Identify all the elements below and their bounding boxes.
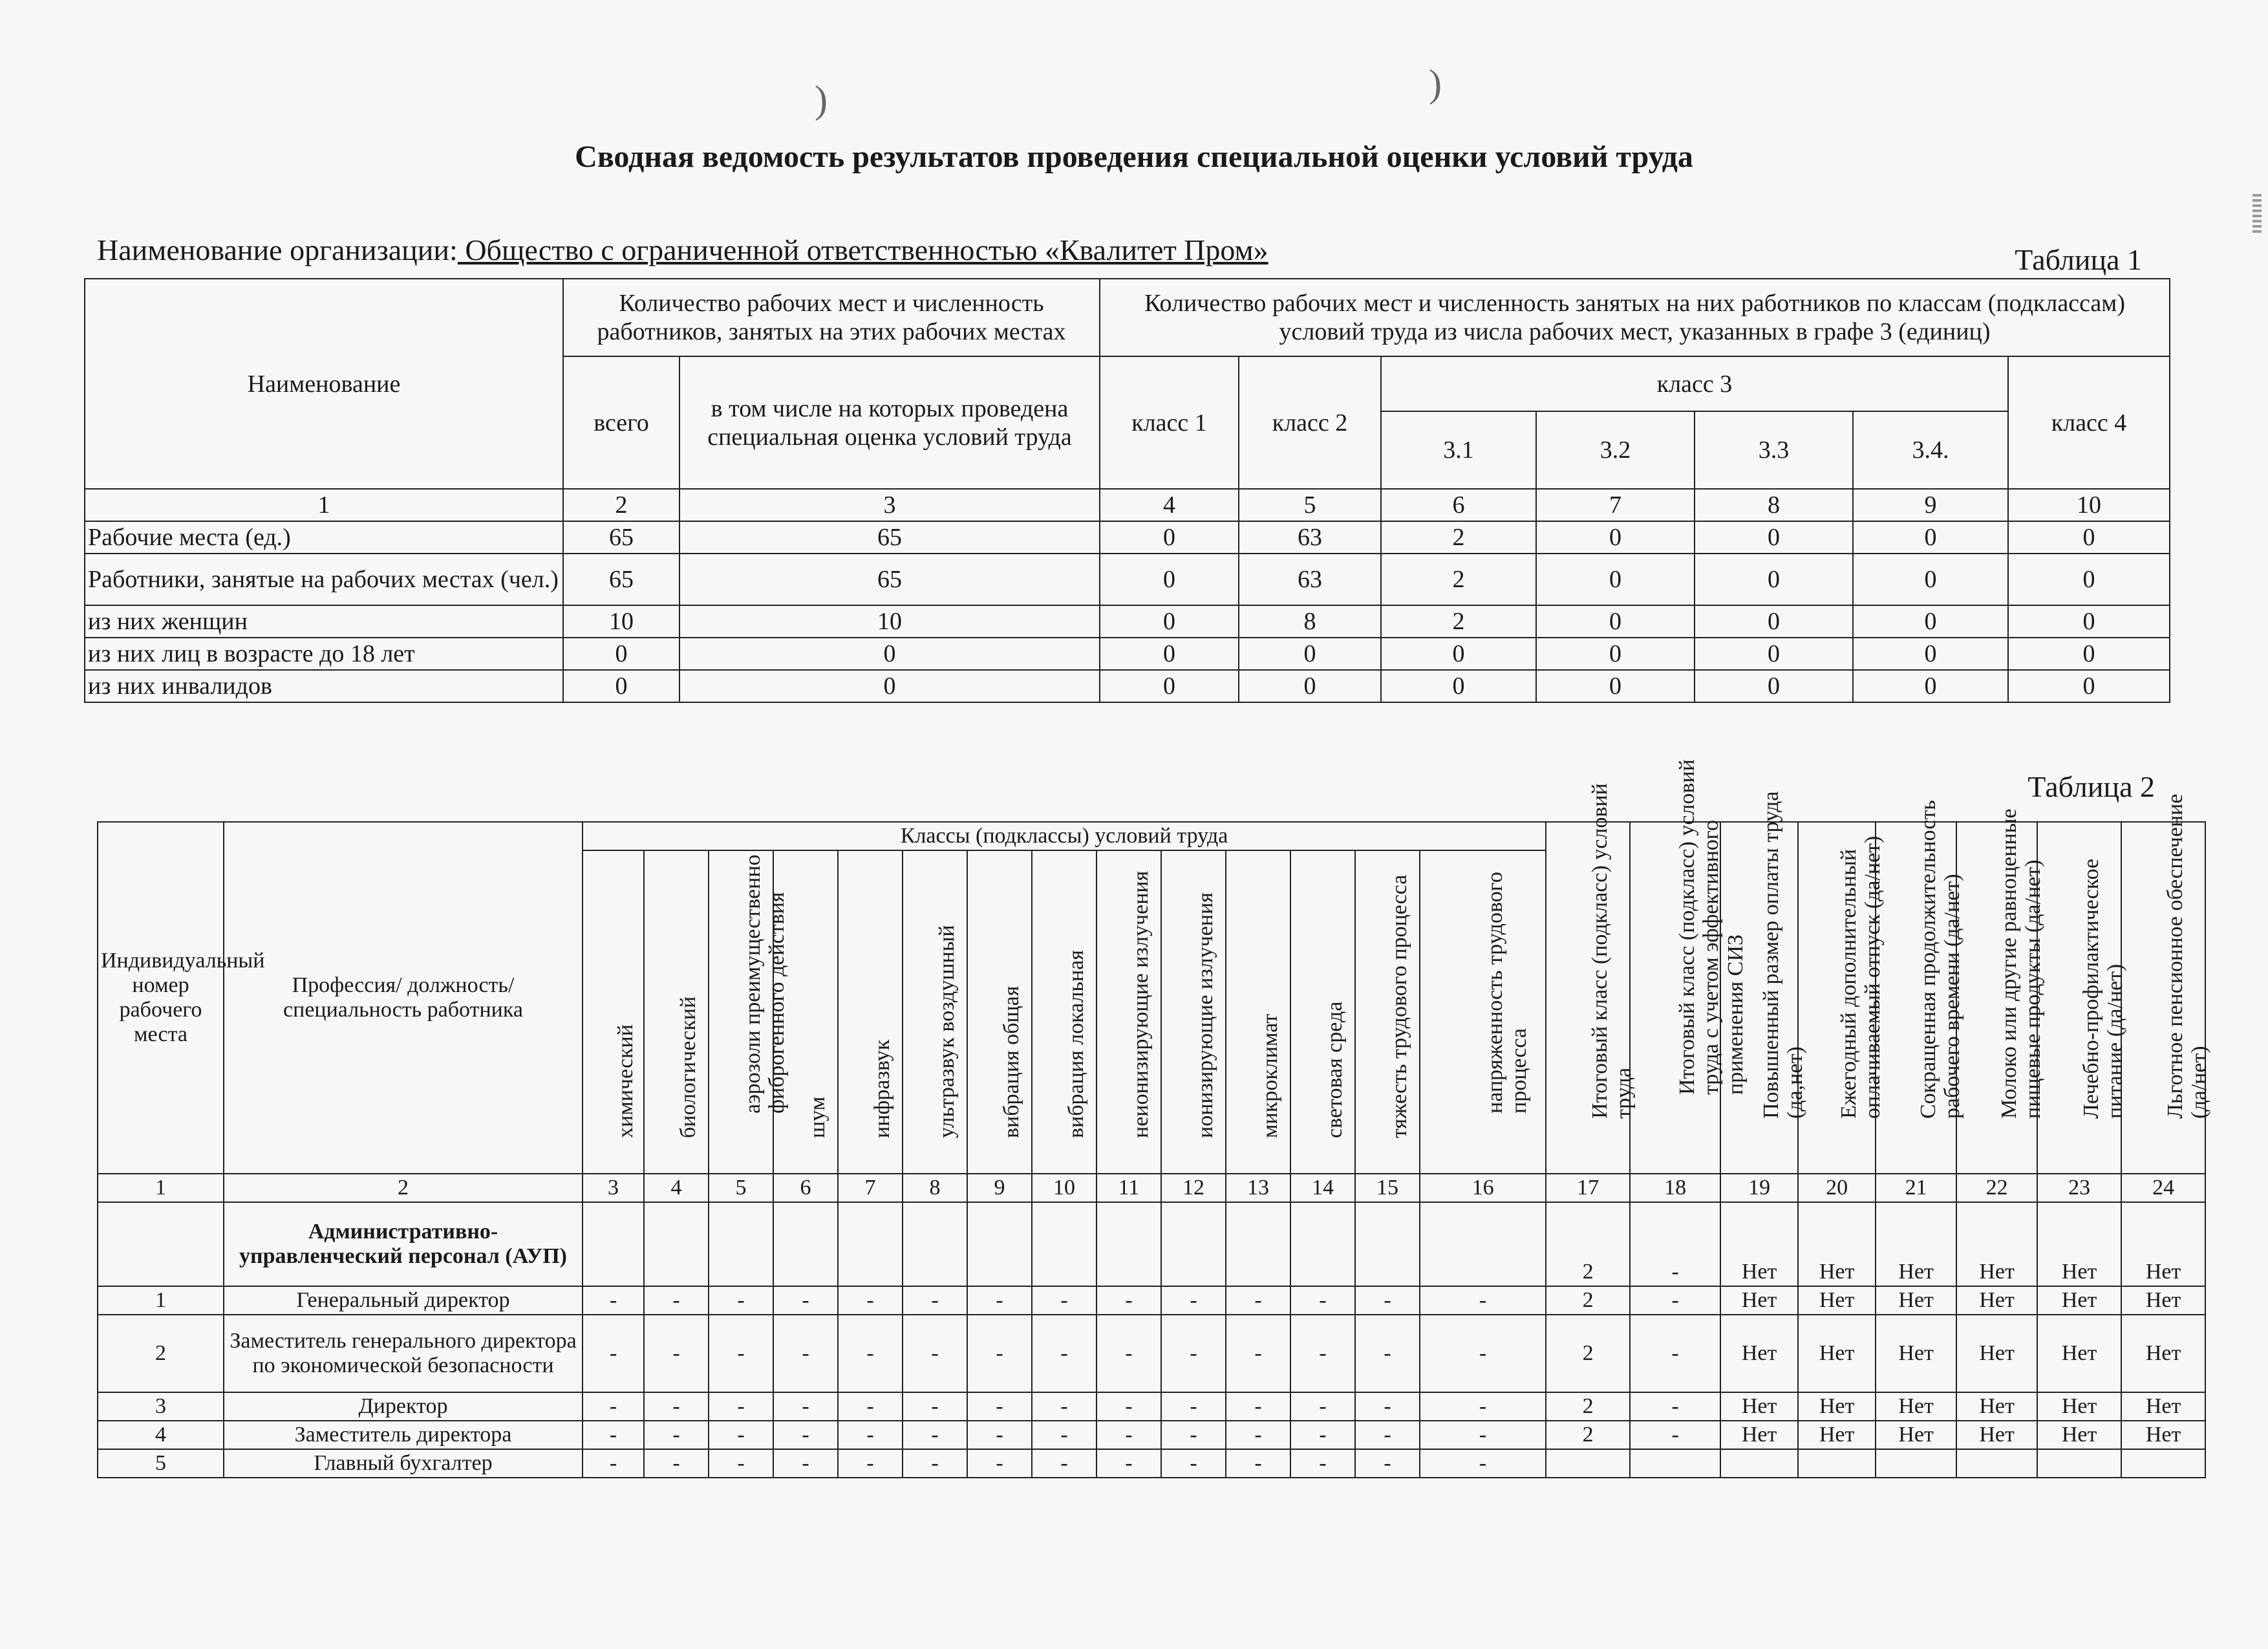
t2-header-extra-4: Ежегодный дополнительный оплачиваемый отпуск (да/нет) [1798, 822, 1876, 1174]
t1-cell: 0 [1853, 605, 2008, 638]
t2-cell [773, 1202, 838, 1286]
t2-cell: - [1161, 1392, 1226, 1421]
t1-header-class2: класс 2 [1239, 356, 1381, 489]
t2-header-profession: Профессия/ должность/ специальность работника [224, 822, 583, 1174]
t2-row [98, 1449, 2205, 1478]
t1-header-classes: Количество рабочих мест и численность занятых на них работников по классам (подклассам) условий труда из числа рабочих мест, указанных в графе 3 (единиц) [1100, 279, 2170, 356]
t2-cell: - [709, 1449, 773, 1478]
t2-cell: Нет [1798, 1202, 1876, 1286]
t2-row [98, 1286, 2205, 1315]
t1-cell: 0 [1853, 521, 2008, 554]
t2-cell [1032, 1202, 1097, 1286]
t2-header-factor-11: микроклимат [1226, 850, 1290, 1174]
t2-cell [1956, 1449, 2037, 1478]
t2-cell: 2 [1546, 1421, 1630, 1449]
t2-cell [2037, 1449, 2121, 1478]
t2-cell: - [903, 1449, 967, 1478]
t2-header-factor-13: тяжесть трудового процесса [1355, 850, 1420, 1174]
t1-header-count: Количество рабочих мест и численность работников, занятых на этих рабочих местах [563, 279, 1100, 356]
t2-cell: - [967, 1315, 1032, 1392]
t2-cell: - [1290, 1315, 1355, 1392]
t2-cell: - [1630, 1392, 1720, 1421]
t2-cell: - [967, 1449, 1032, 1478]
t2-cell [1226, 1202, 1290, 1286]
t1-cell: 2 [1381, 521, 1536, 554]
t1-cell: 0 [1853, 638, 2008, 670]
t1-cell: 65 [563, 521, 679, 554]
t2-header-factor-14: напряженность трудового процесса [1420, 850, 1546, 1174]
t1-row-name: из них лиц в возрасте до 18 лет [85, 638, 563, 670]
t2-cell: - [838, 1286, 903, 1315]
t2-cell: Нет [1720, 1202, 1798, 1286]
t1-row [85, 554, 2170, 605]
t2-header-extra-7: Лечебно-профилактическое питание (да/нет) [2037, 822, 2121, 1174]
t1-cell: 0 [1695, 554, 1853, 605]
t1-cell: 0 [2008, 638, 2170, 670]
t1-num: 6 [1381, 489, 1536, 521]
t2-row [98, 1421, 2205, 1449]
t2-cell: Нет [2037, 1392, 2121, 1421]
t2-row-id: 3 [98, 1392, 224, 1421]
t2-cell: Нет [2121, 1421, 2205, 1449]
t2-cell: Нет [1956, 1421, 2037, 1449]
t2-row-id: 4 [98, 1421, 224, 1449]
t1-cell: 0 [1239, 638, 1381, 670]
t2-cell: Нет [1876, 1286, 1956, 1315]
t2-cell: Нет [1798, 1421, 1876, 1449]
t2-cell: - [773, 1315, 838, 1392]
t2-header-factor-8: вибрация локальная [1032, 850, 1097, 1174]
t2-num: 24 [2121, 1174, 2205, 1202]
t1-cell: 0 [2008, 670, 2170, 702]
t2-header-extra-3: Повышенный размер оплаты труда (да,нет) [1720, 822, 1798, 1174]
t2-cell: Нет [1876, 1315, 1956, 1392]
t2-cell: - [773, 1449, 838, 1478]
t1-header-class1: класс 1 [1100, 356, 1239, 489]
t2-cell: - [644, 1392, 709, 1421]
t1-cell: 8 [1239, 605, 1381, 638]
t2-num: 20 [1798, 1174, 1876, 1202]
t2-cell: Нет [2037, 1202, 2121, 1286]
t2-cell: - [1290, 1392, 1355, 1421]
t1-cell: 0 [1695, 670, 1853, 702]
t2-cell: - [644, 1286, 709, 1315]
t2-cell: Нет [1720, 1286, 1798, 1315]
t1-cell: 0 [1381, 670, 1536, 702]
t1-header-class4: класс 4 [2008, 356, 2170, 489]
t2-cell: - [1355, 1421, 1420, 1449]
t2-cell: - [1161, 1421, 1226, 1449]
t2-cell: - [838, 1449, 903, 1478]
t1-header-class34: 3.4. [1853, 411, 2008, 489]
t2-header-factor-6: ультразвук воздушный [903, 850, 967, 1174]
t2-cell: Нет [1956, 1392, 2037, 1421]
t2-num: 3 [583, 1174, 644, 1202]
t2-row-name: Генеральный директор [224, 1286, 583, 1315]
t2-cell: Нет [1720, 1392, 1798, 1421]
t2-num: 21 [1876, 1174, 1956, 1202]
t2-cell: - [1420, 1315, 1546, 1392]
t2-header-extra-2: Итоговый класс (подкласс) условий труда с учетом эффективного применения СИЗ [1630, 822, 1720, 1174]
t2-row-name: Директор [224, 1392, 583, 1421]
t1-header-sout: в том числе на которых проведена специальная оценка условий труда [679, 356, 1100, 489]
t2-header-extra-1: Итоговый класс (подкласс) условий труда [1546, 822, 1630, 1174]
t2-cell: - [1290, 1421, 1355, 1449]
t2-cell: - [1226, 1421, 1290, 1449]
t2-num: 23 [2037, 1174, 2121, 1202]
t2-cell [1720, 1449, 1798, 1478]
t2-header-factor-1: химический [583, 850, 644, 1174]
t2-cell: - [1355, 1449, 1420, 1478]
t1-header-class3: класс 3 [1381, 356, 2008, 411]
t2-cell: 2 [1546, 1392, 1630, 1421]
t1-cell: 0 [1853, 670, 2008, 702]
t2-cell: 2 [1546, 1202, 1630, 1286]
t2-cell: - [1630, 1202, 1720, 1286]
t2-cell: - [583, 1449, 644, 1478]
t2-header-extra-5: Сокращенная продолжительность рабочего времени (да/нет) [1876, 822, 1956, 1174]
t1-cell: 0 [1100, 605, 1239, 638]
t2-row [98, 1392, 2205, 1421]
t2-cell: Нет [1720, 1421, 1798, 1449]
t2-row-id: 5 [98, 1449, 224, 1478]
t2-num: 2 [224, 1174, 583, 1202]
t2-num: 7 [838, 1174, 903, 1202]
t1-row-name: из них инвалидов [85, 670, 563, 702]
t2-cell: Нет [1876, 1421, 1956, 1449]
t2-cell: Нет [2121, 1286, 2205, 1315]
t2-cell: - [903, 1286, 967, 1315]
t2-cell: Нет [2037, 1421, 2121, 1449]
t1-cell: 0 [2008, 521, 2170, 554]
t1-num: 3 [679, 489, 1100, 521]
t2-cell: - [1097, 1286, 1161, 1315]
t1-header-name: Наименование [85, 279, 563, 489]
t1-cell: 0 [1100, 670, 1239, 702]
t1-row [85, 638, 2170, 670]
t2-cell: Нет [1798, 1315, 1876, 1392]
t1-cell: 65 [563, 554, 679, 605]
t1-cell: 0 [1536, 554, 1695, 605]
t2-cell: - [1161, 1449, 1226, 1478]
t2-cell [1097, 1202, 1161, 1286]
t1-row [85, 670, 2170, 702]
t2-cell: - [1290, 1286, 1355, 1315]
t2-cell: - [838, 1421, 903, 1449]
t2-num: 22 [1956, 1174, 2037, 1202]
t2-cell: - [967, 1392, 1032, 1421]
t2-cell: - [583, 1392, 644, 1421]
t1-cell: 0 [2008, 605, 2170, 638]
t1-header-class32: 3.2 [1536, 411, 1695, 489]
t1-row-name: Рабочие места (ед.) [85, 521, 563, 554]
t2-header-factor-9: неионизирующие излучения [1097, 850, 1161, 1174]
t1-row [85, 605, 2170, 638]
table1-label: Таблица 1 [2015, 243, 2142, 276]
t1-cell: 0 [679, 638, 1100, 670]
t2-cell [709, 1202, 773, 1286]
t2-cell: Нет [1798, 1286, 1876, 1315]
t2-num: 4 [644, 1174, 709, 1202]
t2-cell: - [1032, 1315, 1097, 1392]
t1-cell: 0 [679, 670, 1100, 702]
t2-cell: - [1097, 1449, 1161, 1478]
t2-row-name: Заместитель генерального директора по экономической безопасности [224, 1315, 583, 1392]
t1-cell: 0 [1100, 554, 1239, 605]
t1-num: 1 [85, 489, 563, 521]
t2-cell: Нет [2121, 1392, 2205, 1421]
t2-cell: - [644, 1421, 709, 1449]
t1-num: 8 [1695, 489, 1853, 521]
t1-cell: 63 [1239, 554, 1381, 605]
t2-cell: Нет [2037, 1286, 2121, 1315]
t2-cell: - [583, 1421, 644, 1449]
t1-row-name: из них женщин [85, 605, 563, 638]
t2-header-factor-2: биологический [644, 850, 709, 1174]
t2-cell: - [773, 1421, 838, 1449]
organization-label: Наименование организации: [97, 233, 458, 266]
t2-num: 11 [1097, 1174, 1161, 1202]
scan-edge-strip [2252, 194, 2262, 233]
t2-num: 19 [1720, 1174, 1798, 1202]
t2-header-factor-10: ионизирующие излучения [1161, 850, 1226, 1174]
t1-num: 4 [1100, 489, 1239, 521]
t2-row-id: 2 [98, 1315, 224, 1392]
t2-cell: - [1032, 1286, 1097, 1315]
t1-cell: 65 [679, 521, 1100, 554]
t2-num: 9 [967, 1174, 1032, 1202]
t2-num: 1 [98, 1174, 224, 1202]
t1-cell: 0 [1536, 638, 1695, 670]
t1-cell: 10 [563, 605, 679, 638]
t1-cell: 0 [1853, 554, 2008, 605]
t2-cell [644, 1202, 709, 1286]
t2-cell: Нет [2121, 1315, 2205, 1392]
t1-num: 10 [2008, 489, 2170, 521]
t2-cell: - [1226, 1392, 1290, 1421]
t2-cell: - [838, 1392, 903, 1421]
t2-cell: Нет [1876, 1202, 1956, 1286]
t2-cell: - [967, 1286, 1032, 1315]
t2-cell: - [1355, 1315, 1420, 1392]
t2-cell: - [773, 1286, 838, 1315]
t2-cell: - [903, 1421, 967, 1449]
t2-cell: Нет [1720, 1315, 1798, 1392]
organization-line [97, 233, 1268, 267]
t2-cell: - [1630, 1421, 1720, 1449]
t2-cell: - [1161, 1286, 1226, 1315]
t2-num: 5 [709, 1174, 773, 1202]
t2-cell: - [583, 1286, 644, 1315]
t2-row-name: Заместитель директора [224, 1421, 583, 1449]
t1-row [85, 521, 2170, 554]
organization-name: Общество с ограниченной ответственностью «Квалитет Пром» [457, 233, 1268, 266]
t2-cell [2121, 1449, 2205, 1478]
t2-cell: - [1226, 1449, 1290, 1478]
t2-header-factor-12: световая среда [1290, 850, 1355, 1174]
t2-num: 16 [1420, 1174, 1546, 1202]
t1-cell: 63 [1239, 521, 1381, 554]
t2-cell: Нет [1876, 1392, 1956, 1421]
t1-cell: 0 [1695, 521, 1853, 554]
t2-num: 14 [1290, 1174, 1355, 1202]
t2-header-classes: Классы (подклассы) условий труда [583, 822, 1546, 850]
t2-cell: - [1032, 1449, 1097, 1478]
t2-cell: - [1420, 1392, 1546, 1421]
document-title: Сводная ведомость результатов проведения специальной оценки условий труда [575, 140, 1693, 174]
t2-header-factor-5: инфразвук [838, 850, 903, 1174]
t2-cell: - [1630, 1286, 1720, 1315]
t2-cell [1290, 1202, 1355, 1286]
t1-cell: 0 [563, 670, 679, 702]
t2-cell: - [644, 1449, 709, 1478]
t2-cell: - [1097, 1315, 1161, 1392]
t1-num: 9 [1853, 489, 2008, 521]
t2-cell [838, 1202, 903, 1286]
t2-cell: - [1355, 1286, 1420, 1315]
t2-num: 17 [1546, 1174, 1630, 1202]
t2-cell: - [709, 1392, 773, 1421]
t2-cell: - [583, 1315, 644, 1392]
t2-cell [1420, 1202, 1546, 1286]
t2-cell: Нет [1956, 1286, 2037, 1315]
t2-header-extra-6: Молоко или другие равноценные пищевые продукты (да/нет) [1956, 822, 2037, 1174]
t2-cell: 2 [1546, 1315, 1630, 1392]
t1-cell: 0 [2008, 554, 2170, 605]
t1-cell: 2 [1381, 554, 1536, 605]
t2-cell: - [1226, 1286, 1290, 1315]
t2-cell [1546, 1449, 1630, 1478]
t1-num: 5 [1239, 489, 1381, 521]
t2-cell: - [967, 1421, 1032, 1449]
t1-column-numbers [85, 489, 2170, 521]
t2-header-factor-7: вибрация общая [967, 850, 1032, 1174]
t2-cell: - [1355, 1392, 1420, 1421]
t2-cell: - [1420, 1421, 1546, 1449]
t1-cell: 0 [1536, 521, 1695, 554]
t1-cell: 0 [1695, 605, 1853, 638]
t2-cell: - [1097, 1421, 1161, 1449]
table2-label: Таблица 2 [2027, 770, 2155, 803]
t2-cell [1630, 1449, 1720, 1478]
t1-cell: 0 [1536, 670, 1695, 702]
t1-cell: 0 [1381, 638, 1536, 670]
t2-cell: - [1097, 1392, 1161, 1421]
t2-cell: - [903, 1392, 967, 1421]
t2-cell: - [1161, 1315, 1226, 1392]
t2-cell [1161, 1202, 1226, 1286]
t2-group-row [98, 1202, 2205, 1286]
t2-group-id [98, 1202, 224, 1286]
t2-header-factor-4: шум [773, 850, 838, 1174]
t2-cell: - [1630, 1315, 1720, 1392]
scan-mark-right: ) [1429, 62, 1442, 105]
t2-cell [903, 1202, 967, 1286]
t1-cell: 0 [1100, 638, 1239, 670]
t2-cell: - [1290, 1449, 1355, 1478]
t2-cell: - [709, 1315, 773, 1392]
t2-cell [1798, 1449, 1876, 1478]
t2-cell: - [709, 1286, 773, 1315]
t2-header-factor-3: аэрозоли преимущественно фиброгенного действия [709, 850, 773, 1174]
t1-cell: 0 [563, 638, 679, 670]
t2-cell [967, 1202, 1032, 1286]
t2-cell: Нет [1956, 1315, 2037, 1392]
t1-header-class31: 3.1 [1381, 411, 1536, 489]
t1-num: 7 [1536, 489, 1695, 521]
summary-table [84, 278, 2170, 703]
t1-cell: 65 [679, 554, 1100, 605]
t2-cell [583, 1202, 644, 1286]
t2-cell: - [903, 1315, 967, 1392]
t2-num: 13 [1226, 1174, 1290, 1202]
t2-cell: - [709, 1421, 773, 1449]
t2-cell: Нет [1798, 1392, 1876, 1421]
t2-cell: Нет [2121, 1202, 2205, 1286]
t1-cell: 0 [1239, 670, 1381, 702]
t1-cell: 0 [1536, 605, 1695, 638]
t2-num: 12 [1161, 1174, 1226, 1202]
t2-header-id: Индивидуальный номер рабочего места [98, 822, 224, 1174]
t2-row [98, 1315, 2205, 1392]
t1-num: 2 [563, 489, 679, 521]
t2-cell: - [1420, 1286, 1546, 1315]
t1-cell: 0 [1100, 521, 1239, 554]
t2-num: 6 [773, 1174, 838, 1202]
t2-cell: - [1032, 1392, 1097, 1421]
t2-row-id: 1 [98, 1286, 224, 1315]
t1-header-class33: 3.3 [1695, 411, 1853, 489]
t2-num: 10 [1032, 1174, 1097, 1202]
t2-column-numbers [98, 1174, 2205, 1202]
t2-cell: - [1226, 1315, 1290, 1392]
t1-cell: 2 [1381, 605, 1536, 638]
t1-header-total: всего [563, 356, 679, 489]
t2-num: 15 [1355, 1174, 1420, 1202]
t2-cell: Нет [2037, 1315, 2121, 1392]
t2-cell: 2 [1546, 1286, 1630, 1315]
t2-cell: - [1032, 1421, 1097, 1449]
t2-cell [1355, 1202, 1420, 1286]
t2-row-name: Главный бухгалтер [224, 1449, 583, 1478]
t2-cell: Нет [1956, 1202, 2037, 1286]
scan-mark-left: ) [815, 78, 828, 121]
t1-row-name: Работники, занятые на рабочих местах (чел.) [85, 554, 563, 605]
t2-cell: - [644, 1315, 709, 1392]
t2-cell: - [1420, 1449, 1546, 1478]
t2-cell: - [773, 1392, 838, 1421]
t2-cell [1876, 1449, 1956, 1478]
t2-num: 18 [1630, 1174, 1720, 1202]
t2-group-title: Административно-управленческий персонал (АУП) [224, 1202, 583, 1286]
t1-cell: 0 [1695, 638, 1853, 670]
t2-header-extra-8: Льготное пенсионное обеспечение (да/нет) [2121, 822, 2205, 1174]
t1-cell: 10 [679, 605, 1100, 638]
t2-num: 8 [903, 1174, 967, 1202]
t2-cell: - [838, 1315, 903, 1392]
